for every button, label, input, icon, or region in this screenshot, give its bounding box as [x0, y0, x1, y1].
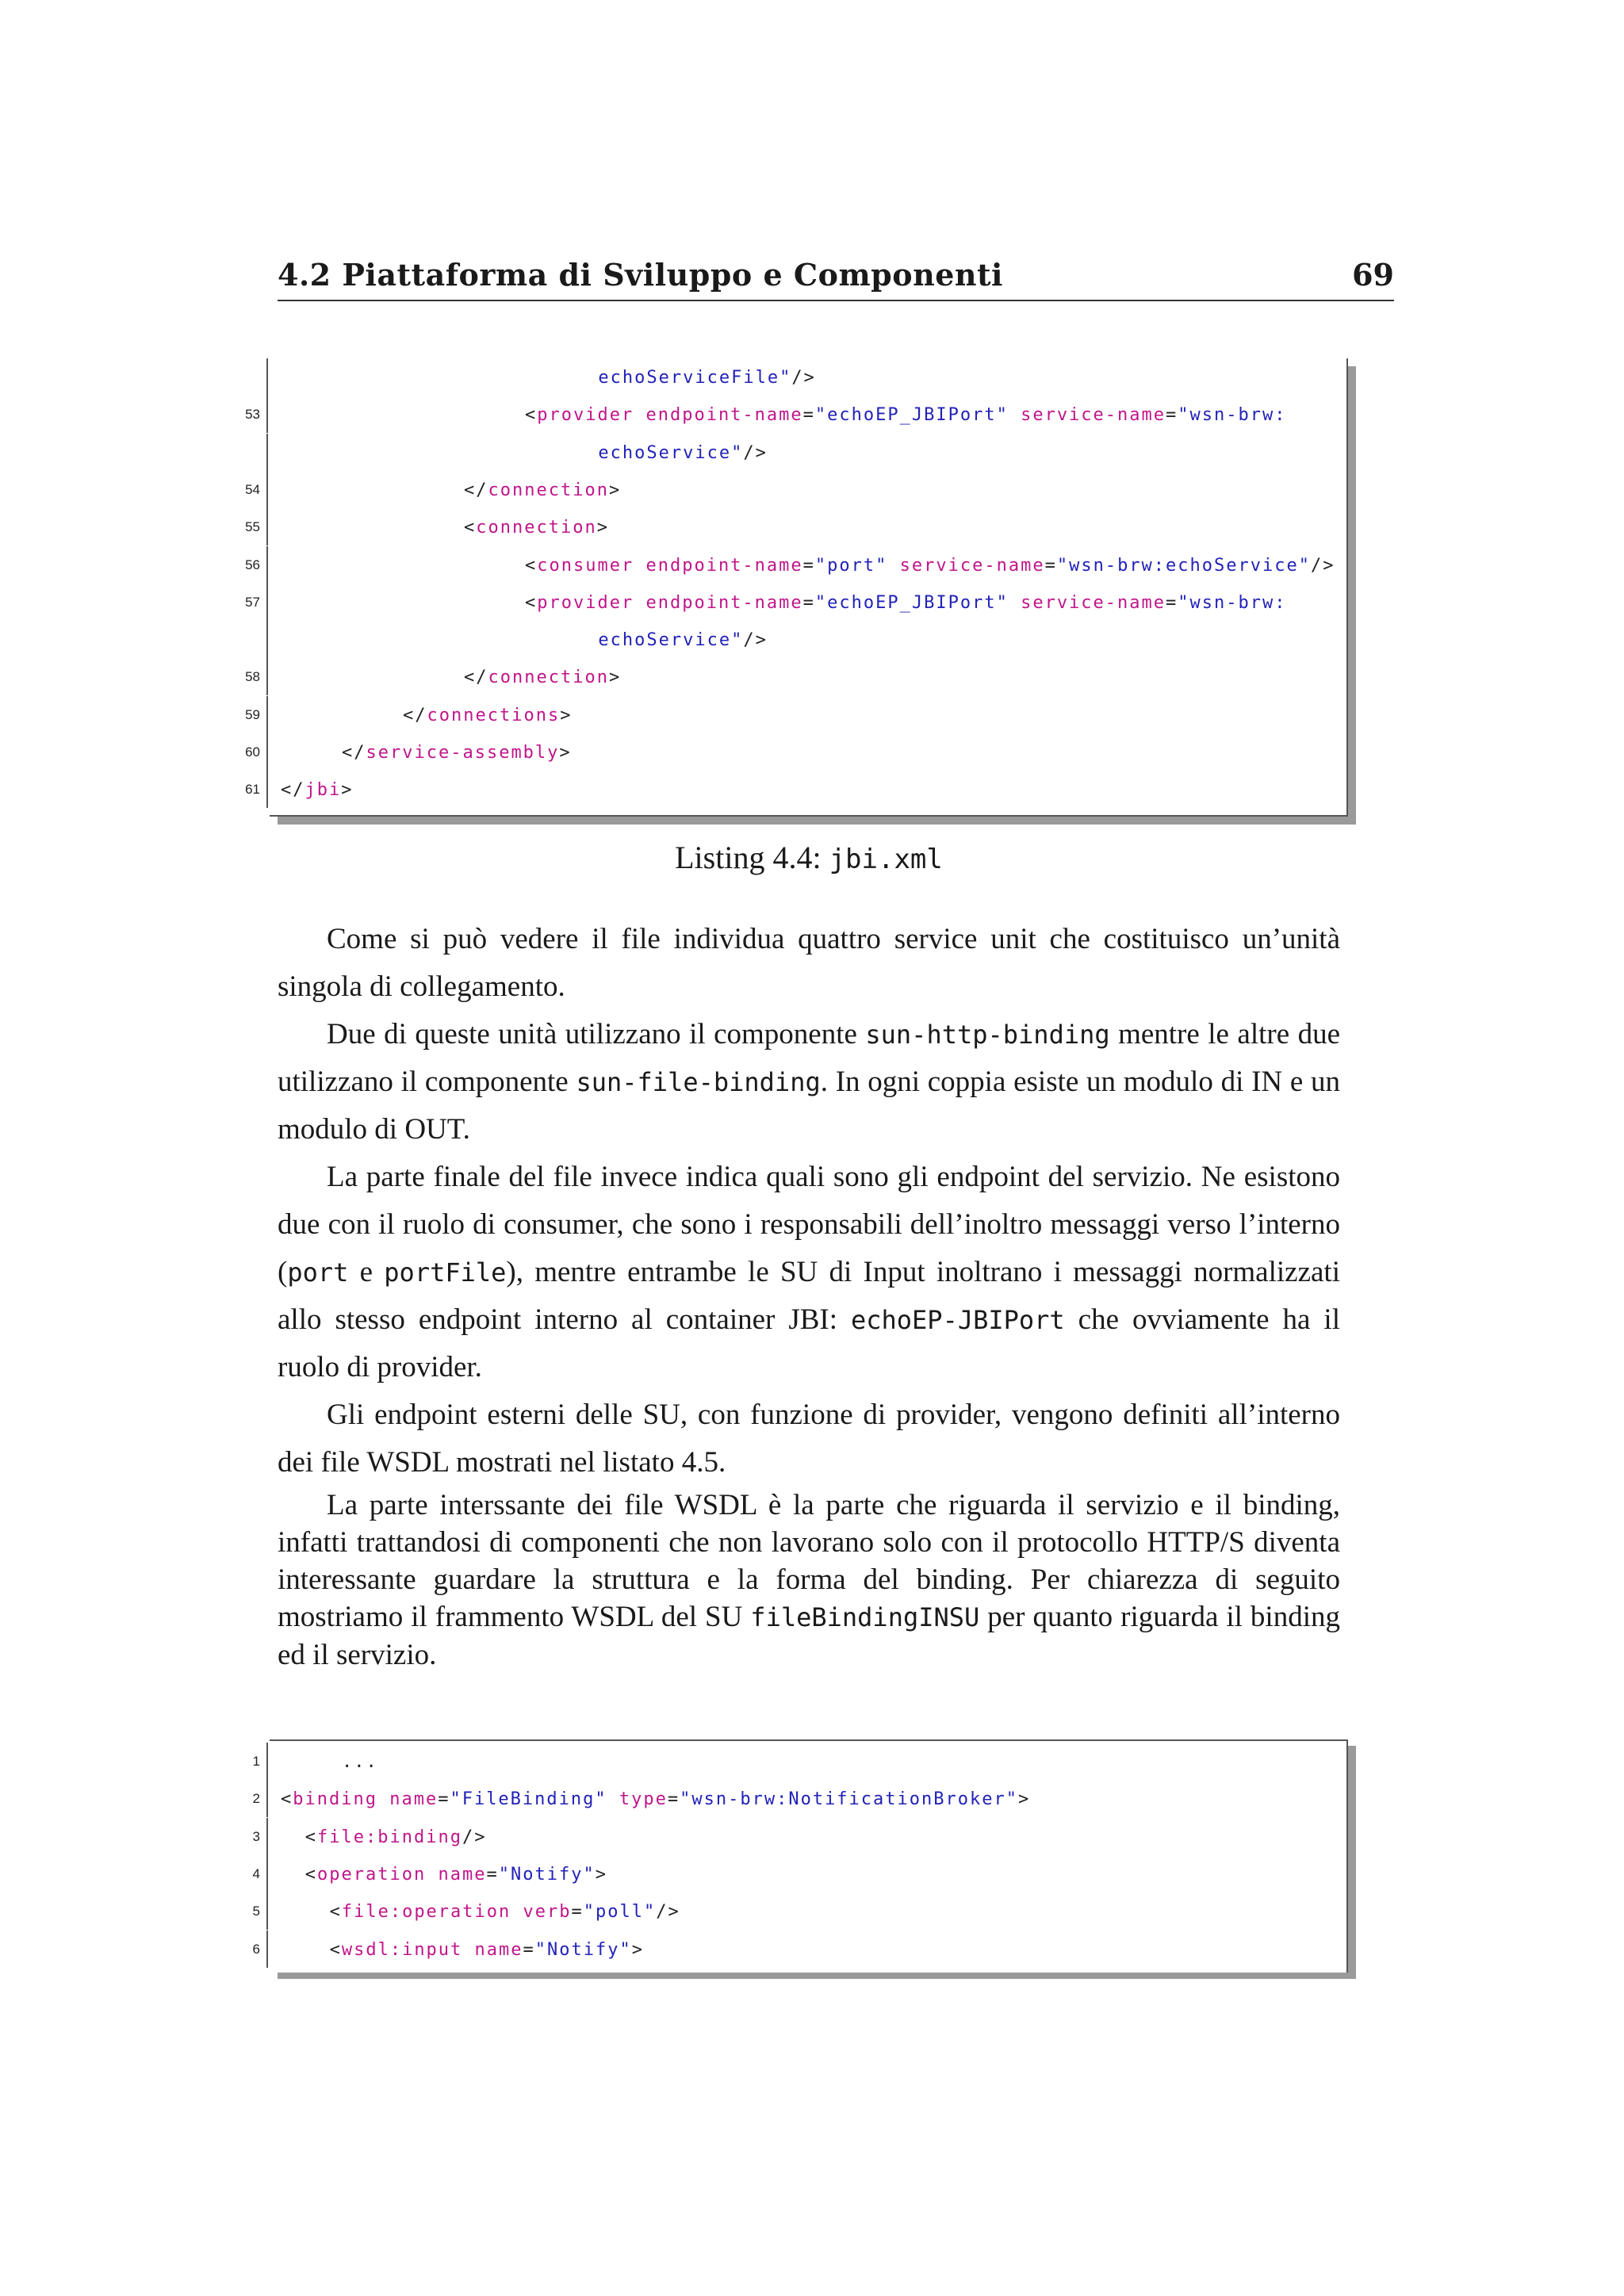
gutter-rule — [266, 733, 268, 771]
code-text: </service-assembly> — [342, 743, 572, 763]
gutter-rule — [266, 546, 268, 584]
gutter-rule — [266, 696, 268, 733]
code-text: <binding name="FileBinding" type="wsn-brw:NotificationBroker"> — [281, 1789, 1031, 1810]
inline-code: echoEP-JBIPort — [850, 1305, 1065, 1335]
line-number: 59 — [245, 706, 260, 722]
code-text: </connections> — [403, 705, 573, 725]
line-number: 4 — [252, 1866, 260, 1881]
line-number: 56 — [245, 557, 260, 572]
code-line — [252, 1892, 1346, 1930]
inline-code: fileBindingINSU — [750, 1602, 980, 1632]
paragraph-1: Come si può vedere il file individua quattro service unit che costituisco un’unità singola di collegamento. — [278, 923, 1340, 1003]
code-line — [245, 584, 1346, 621]
inline-code: sun-file-binding — [576, 1067, 821, 1097]
code-text: <file:binding/> — [304, 1827, 487, 1847]
gutter-rule — [266, 621, 268, 658]
code-text: <consumer endpoint-name="port" service-name="wsn-brw:echoService"/> — [525, 555, 1335, 576]
line-number: 55 — [245, 519, 260, 535]
gutter-rule — [266, 771, 268, 808]
code-text: ... — [342, 1752, 378, 1772]
gutter-rule — [266, 396, 268, 433]
code-text: <connection> — [464, 518, 609, 538]
code-line — [245, 396, 1346, 433]
code-line — [245, 658, 1346, 695]
code-listing-jbi — [245, 358, 1348, 817]
inline-code: port — [287, 1257, 349, 1288]
body-text — [278, 916, 1340, 1674]
code-text: <provider endpoint-name="echoEP_JBIPort" service-name="wsn-brw: — [525, 405, 1287, 426]
gutter-rule — [266, 584, 268, 621]
code-text: </connection> — [464, 480, 622, 500]
gutter-rule — [266, 471, 268, 508]
paragraph-4: Gli endpoint esterni delle SU, con funzione di provider, vengono definiti all’interno dei file WSDL mostrati nel listato 4.5. — [278, 1399, 1340, 1479]
inline-code: sun-http-binding — [865, 1020, 1110, 1050]
code-line — [245, 508, 1346, 545]
gutter-rule — [266, 1892, 268, 1930]
gutter-rule — [266, 358, 268, 396]
code-text: echoService"/> — [598, 630, 768, 651]
code-line — [245, 471, 1346, 508]
code-line — [245, 546, 1346, 584]
code-text: <file:operation verb="poll"/> — [329, 1902, 680, 1923]
line-number: 5 — [252, 1904, 260, 1919]
line-number: 57 — [245, 594, 260, 610]
line-number: 61 — [245, 782, 260, 798]
code-text: <operation name="Notify"> — [304, 1864, 607, 1885]
gutter-rule — [266, 1743, 268, 1780]
running-header — [278, 252, 1394, 301]
line-number: 54 — [245, 481, 260, 497]
code-line — [270, 358, 1346, 396]
section-title: 4.2 Piattaforma di Sviluppo e Componenti — [278, 257, 1003, 293]
line-number: 2 — [252, 1791, 260, 1807]
listing-caption — [278, 839, 1340, 876]
code-line — [252, 1818, 1346, 1855]
page-number: 69 — [1352, 257, 1394, 293]
code-line — [245, 771, 1346, 808]
code-listing-wsdl — [252, 1739, 1348, 1973]
code-line — [270, 621, 1346, 658]
code-line — [245, 733, 1346, 771]
code-text: </jbi> — [281, 780, 354, 801]
gutter-rule — [266, 658, 268, 695]
caption-filename: jbi.xml — [829, 844, 943, 875]
code-line — [252, 1780, 1346, 1817]
inline-code: portFile — [384, 1257, 507, 1288]
paragraph-2: Due di queste unità utilizzano il componente sun-http-binding mentre le altre due utilizzano il componente sun-file-binding. In ogni coppia esiste un modulo di IN e un modulo di OUT. — [278, 1018, 1341, 1146]
code-line — [270, 434, 1346, 471]
code-line — [252, 1743, 1346, 1780]
code-text: <wsdl:input name="Notify"> — [329, 1939, 644, 1960]
line-number: 1 — [252, 1754, 260, 1769]
code-text: echoService"/> — [598, 442, 768, 463]
gutter-rule — [266, 1780, 268, 1817]
paragraph-3: La parte finale del file invece indica quali sono gli endpoint del servizio. Ne esistono due con il ruolo di consumer, che sono i responsabili dell’inoltro messaggi verso l’interno (port e portFile), mentre entrambe le SU di Input inoltrano i messaggi normalizzati allo stesso endpoint interno al container JBI: echoEP-JBIPort che ovviamente ha il ruolo di provider. — [278, 1161, 1340, 1383]
code-text: echoServiceFile"/> — [598, 368, 816, 388]
gutter-rule — [266, 434, 268, 471]
paragraph-5: La parte interssante dei file WSDL è la parte che riguarda il servizio e il binding, infatti trattandosi di componenti che non lavorano solo con il protocollo HTTP/S diventa interessante guardare la struttura e la forma del binding. Per chiarezza di seguito mostriamo il frammento WSDL del SU fileBindingINSU per quanto riguarda il binding ed il servizio. — [278, 1489, 1340, 1671]
line-number: 3 — [252, 1828, 260, 1844]
gutter-rule — [266, 1855, 268, 1892]
code-text: <provider endpoint-name="echoEP_JBIPort" service-name="wsn-brw: — [525, 592, 1287, 613]
code-line — [252, 1855, 1346, 1892]
line-number: 60 — [245, 744, 260, 760]
code-line — [245, 696, 1346, 733]
caption-prefix: Listing 4.4: — [675, 840, 822, 875]
code-line — [252, 1931, 1346, 1968]
line-number: 53 — [245, 407, 260, 423]
gutter-rule — [266, 1931, 268, 1968]
line-number: 6 — [252, 1941, 260, 1957]
code-text: </connection> — [464, 668, 622, 688]
line-number: 58 — [245, 669, 260, 685]
gutter-rule — [266, 508, 268, 545]
gutter-rule — [266, 1818, 268, 1855]
